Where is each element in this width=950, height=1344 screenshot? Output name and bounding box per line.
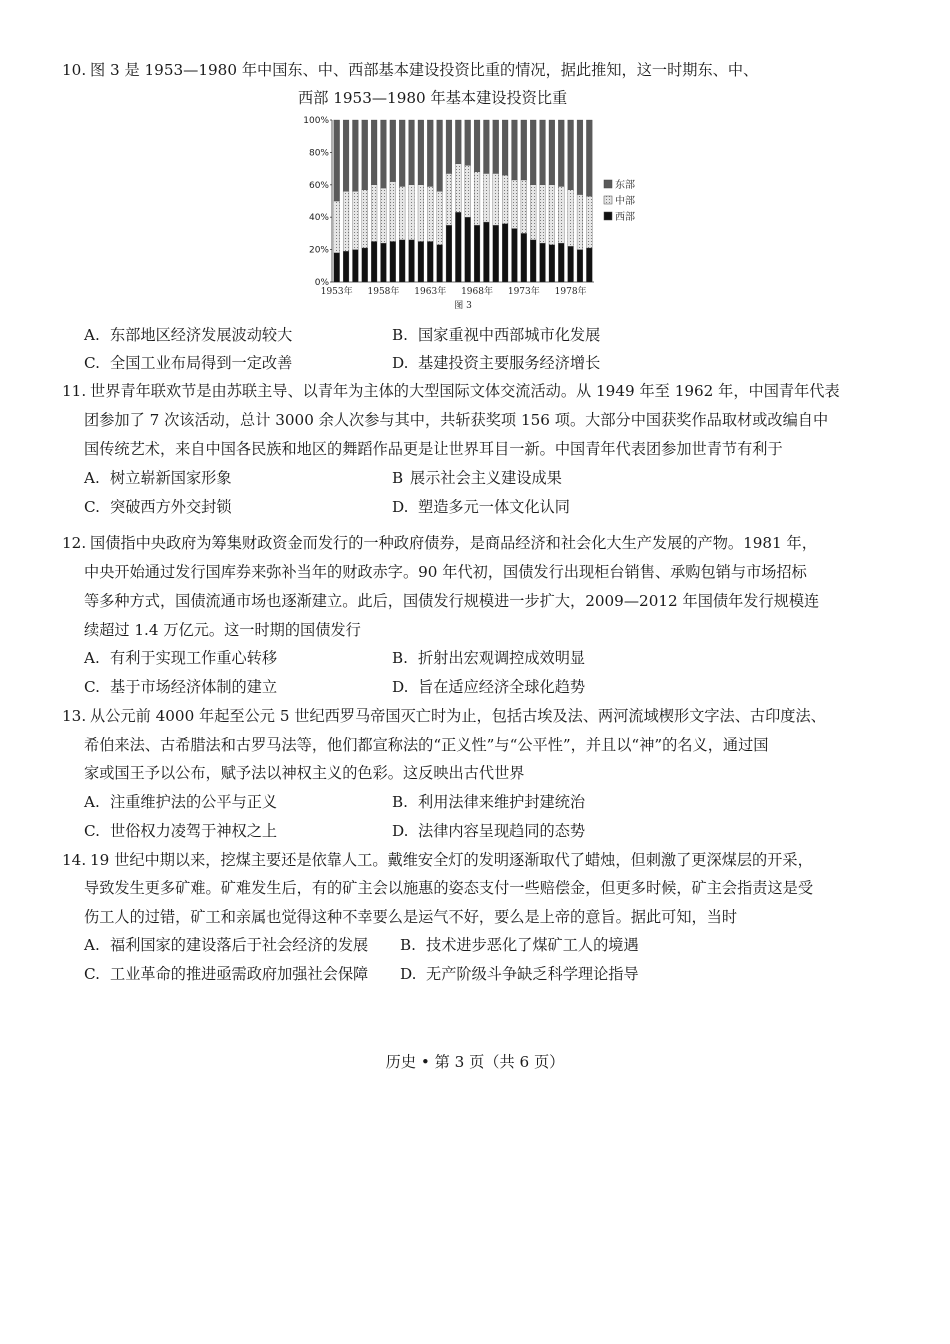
bar-segment-1977-西部	[558, 243, 564, 282]
bar-segment-1968-中部	[474, 172, 480, 225]
option-14-d[interactable]: D. 无产阶级斗争缺乏科学理论指导	[400, 965, 639, 983]
bar-segment-1954-东部	[343, 120, 349, 191]
question-stem-line: 等多种方式，国债流通市场也逐渐建立。此后，国债发行规模进一步扩大，2009—2012 年国债年发行规模连	[84, 592, 820, 610]
option-10-c[interactable]: C. 全国工业布局得到一定改善	[84, 354, 293, 372]
question-number: 14.	[62, 851, 87, 869]
bar-segment-1978-东部	[568, 120, 574, 190]
option-12-b[interactable]: B. 折射出宏观调控成效明显	[392, 649, 586, 667]
bar-segment-1972-西部	[512, 229, 518, 282]
chart-title: 西部 1953—1980 年基本建设投资比重	[298, 89, 568, 107]
bar-segment-1965-中部	[446, 173, 452, 225]
bar-segment-1974-西部	[530, 240, 536, 282]
bar-segment-1980-东部	[586, 120, 592, 196]
question-stem-line: 续超过 1.4 万亿元。这一时期的国债发行	[84, 621, 361, 639]
question-stem-line: 家或国王予以公布，赋予法以神权主义的色彩。这反映出古代世界	[84, 764, 525, 782]
bar-segment-1974-东部	[530, 120, 536, 185]
bar-segment-1966-西部	[455, 212, 461, 282]
y-tick-label: 0%	[314, 278, 329, 288]
bar-segment-1960-中部	[399, 186, 405, 239]
bar-segment-1971-东部	[502, 120, 508, 175]
option-11-a[interactable]: A. 树立崭新国家形象	[84, 469, 232, 487]
bar-segment-1954-中部	[343, 191, 349, 251]
bar-segment-1956-东部	[362, 120, 368, 190]
bar-segment-1968-东部	[474, 120, 480, 172]
bar-segment-1958-西部	[381, 243, 387, 282]
option-13-d[interactable]: D. 法律内容呈现趋同的态势	[392, 822, 586, 840]
x-tick-label: 1968年	[461, 287, 493, 297]
bar-segment-1972-东部	[512, 120, 518, 180]
y-tick-label: 60%	[308, 180, 329, 191]
x-tick-label: 1973年	[507, 287, 540, 297]
question-stem-line: 团参加了 7 次该活动，总计 3000 余人次参与其中，共斩获奖项 156 项。大部分中国获奖作品取材或改编自中	[84, 411, 829, 429]
question-number: 12.	[62, 534, 87, 552]
bar-segment-1967-西部	[465, 217, 471, 282]
bar-segment-1965-西部	[446, 225, 452, 282]
legend-label: 中部	[615, 196, 635, 207]
option-14-c[interactable]: C. 工业革命的推进亟需政府加强社会保障	[84, 965, 369, 983]
bar-segment-1961-西部	[409, 240, 415, 282]
question-number: 10.	[62, 61, 87, 79]
option-12-a[interactable]: A. 有利于实现工作重心转移	[84, 649, 278, 667]
bar-segment-1968-西部	[474, 225, 480, 282]
x-tick-label: 1963年	[414, 287, 447, 297]
option-14-a[interactable]: A. 福利国家的建设落后于社会经济的发展	[84, 936, 369, 954]
bar-segment-1980-中部	[586, 196, 592, 248]
bar-segment-1962-中部	[418, 185, 424, 242]
bar-segment-1963-中部	[427, 186, 433, 241]
bar-segment-1978-中部	[568, 190, 574, 247]
question-stem-line: 世界青年联欢节是由苏联主导、以青年为主体的大型国际文体交流活动。从 1949 年至 1962 年，中国青年代表	[90, 382, 840, 400]
bar-segment-1966-东部	[455, 120, 461, 164]
bar-segment-1959-中部	[390, 182, 396, 242]
bar-segment-1976-西部	[549, 245, 555, 282]
bar-segment-1958-东部	[381, 120, 387, 188]
bar-segment-1977-东部	[558, 120, 564, 186]
bar-segment-1979-东部	[577, 120, 583, 195]
legend-swatch-西部	[604, 212, 612, 220]
bar-segment-1975-西部	[540, 243, 546, 282]
bar-segment-1975-中部	[540, 185, 546, 243]
bar-segment-1956-中部	[362, 190, 368, 248]
bar-segment-1980-西部	[586, 248, 592, 282]
option-12-d[interactable]: D. 旨在适应经济全球化趋势	[392, 678, 586, 696]
legend-swatch-中部	[604, 196, 612, 204]
bar-segment-1953-西部	[334, 253, 340, 282]
bar-segment-1954-西部	[343, 251, 349, 282]
question-stem-line: 图 3 是 1953—1980 年中国东、中、西部基本建设投资比重的情况，据此推知，这一时期东、中、	[90, 61, 759, 79]
bar-segment-1957-东部	[371, 120, 377, 185]
bar-segment-1960-东部	[399, 120, 405, 186]
option-11-d[interactable]: D. 塑造多元一体文化认同	[392, 498, 570, 516]
bar-segment-1979-西部	[577, 250, 583, 282]
bar-segment-1957-中部	[371, 185, 377, 242]
bar-segment-1957-西部	[371, 242, 377, 283]
bar-segment-1963-东部	[427, 120, 433, 186]
question-stem-line: 中央开始通过发行国库券来弥补当年的财政赤字。90 年代初，国债发行出现柜台销售、承购包销与市场招标	[84, 563, 807, 581]
bar-segment-1978-西部	[568, 246, 574, 282]
question-stem-line: 希伯来法、古希腊法和古罗马法等，他们都宣称法的“正义性”与“公平性”，并且以“神”的名义，通过国	[84, 736, 769, 754]
bar-segment-1973-西部	[521, 233, 527, 282]
y-tick-label: 80%	[308, 148, 329, 159]
bar-segment-1966-中部	[455, 164, 461, 213]
option-12-c[interactable]: C. 基于市场经济体制的建立	[84, 678, 278, 696]
option-10-b[interactable]: B. 国家重视中西部城市化发展	[392, 326, 601, 344]
question-number: 13.	[62, 707, 87, 725]
chart-caption: 图 3	[454, 301, 472, 311]
bar-segment-1969-西部	[483, 222, 489, 282]
bar-segment-1979-中部	[577, 195, 583, 250]
bar-segment-1974-中部	[530, 185, 536, 240]
bar-segment-1976-中部	[549, 185, 555, 245]
option-10-a[interactable]: A. 东部地区经济发展波动较大	[84, 326, 293, 344]
bar-segment-1973-东部	[521, 120, 527, 180]
x-tick-label: 1978年	[554, 287, 587, 297]
question-number: 11.	[62, 382, 87, 400]
bar-segment-1956-西部	[362, 248, 368, 282]
bar-segment-1967-东部	[465, 120, 471, 165]
bar-segment-1965-东部	[446, 120, 452, 173]
option-13-c[interactable]: C. 世俗权力凌驾于神权之上	[84, 822, 278, 840]
bar-segment-1970-西部	[493, 225, 499, 282]
option-14-b[interactable]: B. 技术进步恶化了煤矿工人的境遇	[400, 936, 639, 954]
bar-segment-1955-中部	[352, 191, 358, 249]
bar-segment-1976-东部	[549, 120, 555, 185]
bar-segment-1963-西部	[427, 242, 433, 283]
bar-segment-1972-中部	[512, 180, 518, 229]
legend-swatch-东部	[604, 180, 612, 188]
legend-label: 东部	[615, 180, 635, 191]
x-tick-label: 1953年	[320, 287, 353, 297]
option-13-b[interactable]: B. 利用法律来维护封建统治	[392, 793, 586, 811]
bar-segment-1953-中部	[334, 201, 340, 253]
bar-segment-1960-西部	[399, 240, 405, 282]
legend-label: 西部	[615, 212, 635, 223]
question-stem-line: 导致发生更多矿难。矿难发生后，有的矿主会以施惠的姿态支付一些赔偿金，但更多时候，矿主会指责这是受	[84, 879, 813, 897]
option-11-b[interactable]: B 展示社会主义建设成果	[392, 469, 562, 487]
question-stem-line: 国债指中央政府为筹集财政资金而发行的一种政府债券，是商品经济和社会化大生产发展的产物。1981 年，	[90, 534, 817, 552]
bar-segment-1971-西部	[502, 224, 508, 282]
stacked-bar-chart	[300, 112, 635, 317]
page-footer: 历史 • 第 3 页（共 6 页）	[385, 1053, 565, 1071]
bar-segment-1958-中部	[381, 188, 387, 243]
x-tick-label: 1958年	[367, 287, 400, 297]
bar-segment-1977-中部	[558, 186, 564, 243]
bar-segment-1962-东部	[418, 120, 424, 185]
question-stem-line: 国传统艺术，来自中国各民族和地区的舞蹈作品更是让世界耳目一新。中国青年代表团参加世青节有利于	[84, 440, 783, 458]
bar-segment-1955-东部	[352, 120, 358, 191]
bar-segment-1971-中部	[502, 175, 508, 224]
bar-segment-1969-东部	[483, 120, 489, 173]
bar-segment-1953-东部	[334, 120, 340, 201]
bar-segment-1967-中部	[465, 165, 471, 217]
bar-segment-1973-中部	[521, 180, 527, 233]
bar-segment-1955-西部	[352, 250, 358, 282]
question-stem-line: 19 世纪中期以来，挖煤主要还是依靠人工。戴维安全灯的发明逐渐取代了蜡烛，但刺激了更深煤层的开采，	[90, 851, 813, 869]
bar-segment-1969-中部	[483, 173, 489, 222]
question-stem-line: 伤工人的过错，矿工和亲属也觉得这种不幸要么是运气不好，要么是上帝的意旨。据此可知，当时	[84, 908, 738, 926]
bar-segment-1970-东部	[493, 120, 499, 173]
bar-segment-1964-西部	[437, 245, 443, 282]
bar-segment-1975-东部	[540, 120, 546, 185]
option-10-d[interactable]: D. 基建投资主要服务经济增长	[392, 354, 601, 372]
question-stem-line: 从公元前 4000 年起至公元 5 世纪西罗马帝国灭亡时为止，包括古埃及法、两河流域楔形文字法、古印度法、	[90, 707, 826, 725]
y-tick-label: 100%	[303, 116, 329, 126]
bar-segment-1964-中部	[437, 191, 443, 244]
bar-segment-1961-中部	[409, 185, 415, 240]
option-13-a[interactable]: A. 注重维护法的公平与正义	[84, 793, 278, 811]
y-tick-label: 40%	[308, 213, 329, 224]
bar-segment-1962-西部	[418, 242, 424, 283]
y-tick-label: 20%	[308, 245, 329, 256]
option-11-c[interactable]: C. 突破西方外交封锁	[84, 498, 232, 516]
bar-segment-1959-东部	[390, 120, 396, 182]
bar-segment-1964-东部	[437, 120, 443, 191]
bar-segment-1959-西部	[390, 242, 396, 283]
bar-segment-1961-东部	[409, 120, 415, 185]
bar-segment-1970-中部	[493, 173, 499, 225]
